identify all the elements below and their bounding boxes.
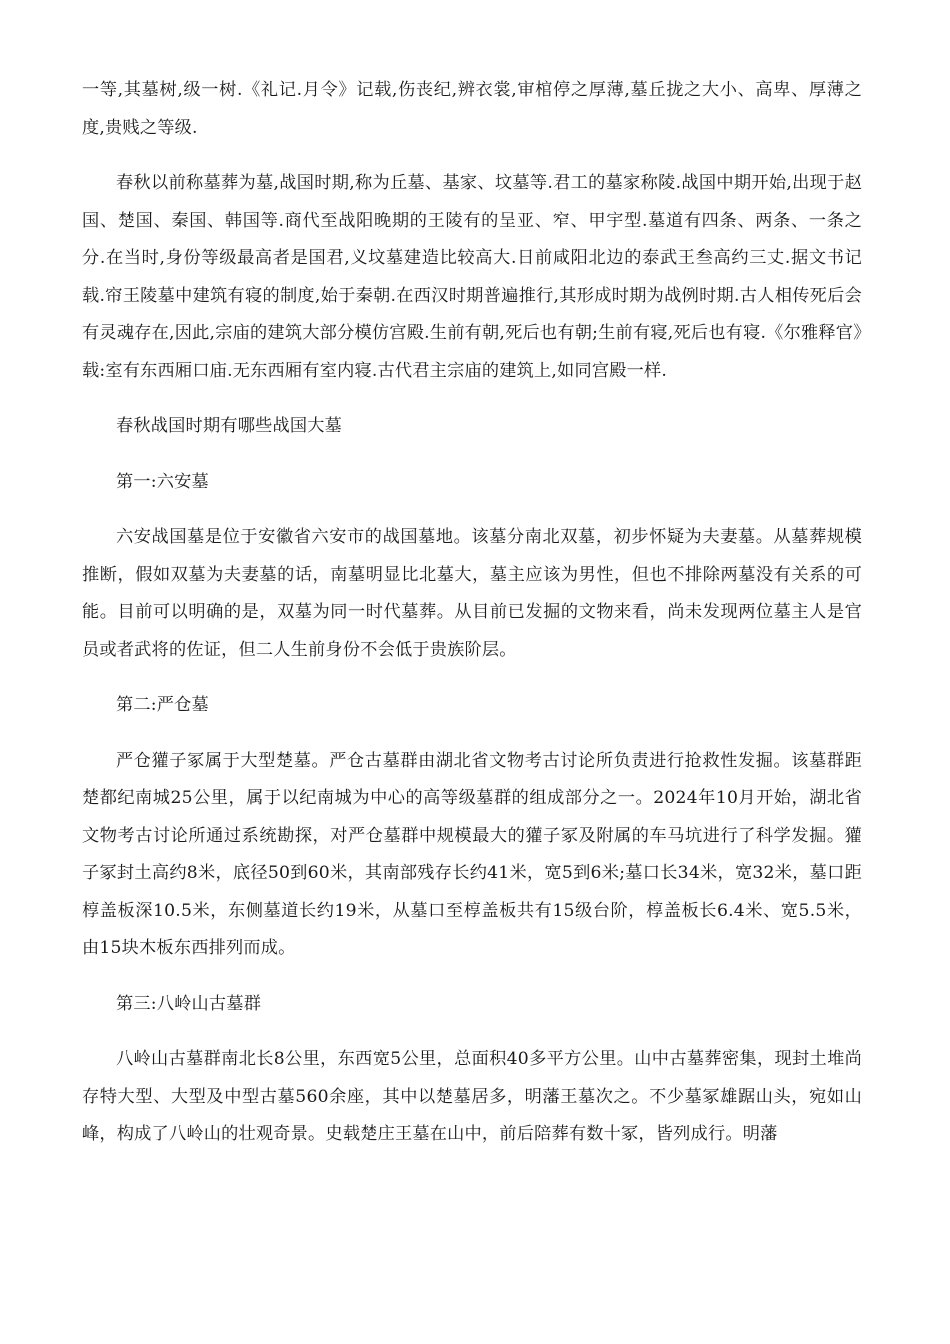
subheading-liuan-tomb: 第一:六安墓 xyxy=(116,471,209,492)
document-page xyxy=(82,72,862,1154)
paragraph-tomb-history: 春秋以前称墓葬为墓,战国时期,称为丘墓、基家、坟墓等.君工的墓家称陵.战国中期开始,出现于赵国、楚国、秦国、韩国等.商代至战阳晚期的王陵有的呈亚、窄、甲宇型.墓道有四条、两条、一条之分.在当时,身份等级最高者是国君,义坟墓建造比较高大.日前咸阳北边的泰武王叁高约三丈.据文书记载.帘王陵墓中建筑有寝的制度,始于秦朝.在西汉时期普遍推行,其形成时期为战例时期.古人相传死后会有灵魂存在,因此,宗庙的建筑大部分模仿宫殿.生前有朝,死后也有朝;生前有寝,死后也有寝.《尔雅释官》载:室有东西厢口庙.无东西厢有室内寝.古代君主宗庙的建筑上,如同宫殿一样. xyxy=(82,173,862,381)
paragraph-intro-continuation: 一等,其墓树,级一树.《礼记.月令》记载,伤丧纪,辨衣裳,审棺停之厚薄,墓丘拢之大小、高卑、厚薄之度,贵贱之等级. xyxy=(82,80,862,138)
subheading-yancang-tomb: 第二:严仓墓 xyxy=(116,695,209,715)
paragraph-yancang-tomb: 严仓獾子冢属于大型楚墓。严仓古墓群由湖北省文物考古讨论所负责进行抢救性发掘。该墓群距楚都纪南城25公里，属于以纪南城为中心的高等级墓群的组成部分之一。2024年10月开始，湖北省文物考古讨论所通过系统勘探，对严仓墓群中规模最大的獾子冢及附属的车马坑进行了科学发掘。獾子冢封土高约8米，底径50到60米，其南部残存长约41米，宽5到6米;墓口长34米，宽32米，墓口距椁盖板深10.5米，东侧墓道长约19米，从墓口至椁盖板共有15级台阶，椁盖板长6.4米、宽5.5米，由15块木板东西排列而成。 xyxy=(82,750,862,958)
paragraph-balingshan-tombs: 八岭山古墓群南北长8公里，东西宽5公里，总面积40多平方公里。山中古墓葬密集，现封土堆尚存特大型、大型及中型古墓560余座，其中以楚墓居多，明藩王墓次之。不少墓冢雄踞山头，宛如山峰，构成了八岭山的壮观奇景。史载楚庄王墓在山中，前后陪葬有数十冢，皆列成行。明藩 xyxy=(82,1049,862,1144)
subheading-balingshan-tombs: 第三:八岭山古墓群 xyxy=(116,993,262,1014)
paragraph-liuan-tomb: 六安战国墓是位于安徽省六安市的战国墓地。该墓分南北双墓，初步怀疑为夫妻墓。从墓葬规模推断，假如双墓为夫妻墓的话，南墓明显比北墓大，墓主应该为男性，但也不排除两墓没有关系的可能。目前可以明确的是，双墓为同一时代墓葬。从目前已发掘的文物来看，尚未发现两位墓主人是官员或者武将的佐证，但二人生前身份不会低于贵族阶层。 xyxy=(82,527,862,660)
section-heading: 春秋战国时期有哪些战国大墓 xyxy=(116,416,343,436)
